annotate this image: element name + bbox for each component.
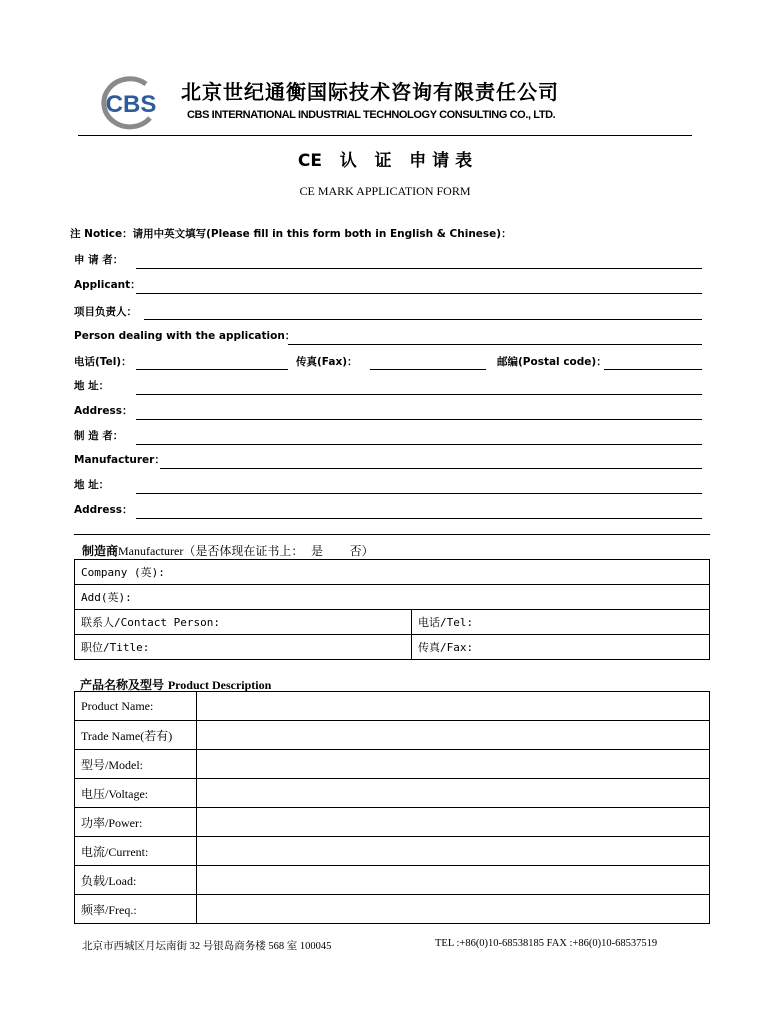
- manufacturer-section-title: [82, 542, 374, 559]
- company-name-cn: 北京世纪通衡国际技术咨询有限责任公司: [181, 80, 559, 104]
- form-title-en: CE MARK APPLICATION FORM: [299, 184, 471, 198]
- load-value[interactable]: [197, 866, 710, 895]
- product-name-value[interactable]: [197, 692, 710, 721]
- freq-label: 频率/Freq.:: [75, 895, 197, 924]
- manufacturer-title-en: Manufacturer: [118, 544, 184, 558]
- table-row: [75, 895, 710, 924]
- mfg-address-en-field[interactable]: [136, 518, 702, 519]
- applicant-cn-label: 申 请 者：: [74, 254, 124, 266]
- postal-label: 邮编(Postal code)：: [497, 356, 607, 368]
- manufacturer-table: [74, 559, 710, 660]
- power-label: 功率/Power:: [75, 808, 197, 837]
- mfg-tel-cell[interactable]: 电话/Tel:: [412, 610, 710, 635]
- table-row: [75, 808, 710, 837]
- mfg-address-cn-field[interactable]: [136, 493, 702, 494]
- table-row: [75, 721, 710, 750]
- manufacturer-en-label: Manufacturer：: [74, 454, 165, 466]
- model-label: 型号/Model:: [75, 750, 197, 779]
- form-title-cn: CE 认 证 申 请 表: [297, 151, 473, 171]
- applicant-en-field[interactable]: [136, 293, 702, 294]
- fax-field[interactable]: [370, 369, 486, 370]
- model-value[interactable]: [197, 750, 710, 779]
- table-row: [75, 779, 710, 808]
- product-name-label: Product Name:: [75, 692, 197, 721]
- company-logo: [98, 72, 164, 132]
- mfg-address-en-label: Address：: [74, 504, 133, 516]
- table-row: [75, 692, 710, 721]
- tel-label: 电话(Tel)：: [74, 356, 132, 368]
- product-title-en: Product Description: [167, 678, 272, 692]
- voltage-value[interactable]: [197, 779, 710, 808]
- mfg-address-cn-label: 地 址：: [74, 479, 110, 491]
- mfg-fax-cell[interactable]: 传真/Fax:: [412, 635, 710, 660]
- trade-name-label: Trade Name(若有): [75, 721, 197, 750]
- manufacturer-cn-field[interactable]: [136, 444, 702, 445]
- applicant-cn-field[interactable]: [136, 268, 702, 269]
- manufacturer-cn-label: 制 造 者：: [74, 430, 124, 442]
- contact-person-cell[interactable]: 联系人/Contact Person:: [75, 610, 412, 635]
- table-row: [75, 866, 710, 895]
- header-divider: [78, 135, 692, 136]
- voltage-label: 电压/Voltage:: [75, 779, 197, 808]
- logo-text: CBS: [105, 91, 157, 118]
- power-value[interactable]: [197, 808, 710, 837]
- project-lead-field[interactable]: [144, 319, 702, 320]
- manufacturer-title-cn: 制造商: [82, 544, 119, 558]
- applicant-en-label: Applicant：: [74, 279, 141, 291]
- manufacturer-en-field[interactable]: [160, 468, 702, 469]
- table-row: [75, 585, 710, 610]
- table-row: [75, 560, 710, 585]
- project-lead-label: 项目负责人：: [74, 306, 137, 318]
- address-en-field[interactable]: [136, 419, 702, 420]
- footer-address: 北京市西城区月坛南街 32 号银岛商务楼 568 室 100045: [82, 941, 332, 952]
- table-row: [75, 635, 710, 660]
- product-title-cn: 产品名称及型号: [80, 678, 165, 692]
- person-dealing-label: Person dealing with the application：: [74, 330, 296, 342]
- footer-contact: TEL :+86(0)10-68538185 FAX :+86(0)10-68537519: [435, 938, 658, 949]
- table-row: [75, 750, 710, 779]
- section-divider: [74, 534, 710, 535]
- address-cn-field[interactable]: [136, 394, 702, 395]
- person-dealing-field[interactable]: [288, 344, 702, 345]
- current-value[interactable]: [197, 837, 710, 866]
- company-cell[interactable]: Company (英):: [75, 560, 710, 585]
- notice-text: 注 Notice：请用中英文填写(Please fill in this form both in English & Chinese)：: [70, 228, 512, 240]
- fax-label: 传真(Fax)：: [296, 356, 358, 368]
- job-title-cell[interactable]: 职位/Title:: [75, 635, 412, 660]
- company-name-en: CBS INTERNATIONAL INDUSTRIAL TECHNOLOGY CONSULTING CO., LTD.: [187, 109, 556, 121]
- table-row: [75, 610, 710, 635]
- product-table: [74, 691, 710, 924]
- address-cn-label: 地 址：: [74, 380, 110, 392]
- load-label: 负载/Load:: [75, 866, 197, 895]
- postal-field[interactable]: [604, 369, 702, 370]
- tel-field[interactable]: [136, 369, 288, 370]
- current-label: 电流/Current:: [75, 837, 197, 866]
- add-cell[interactable]: Add(英):: [75, 585, 710, 610]
- certificate-question: （是否体现在证书上： 是 否）: [183, 544, 374, 558]
- freq-value[interactable]: [197, 895, 710, 924]
- address-en-label: Address：: [74, 405, 133, 417]
- trade-name-value[interactable]: [197, 721, 710, 750]
- table-row: [75, 837, 710, 866]
